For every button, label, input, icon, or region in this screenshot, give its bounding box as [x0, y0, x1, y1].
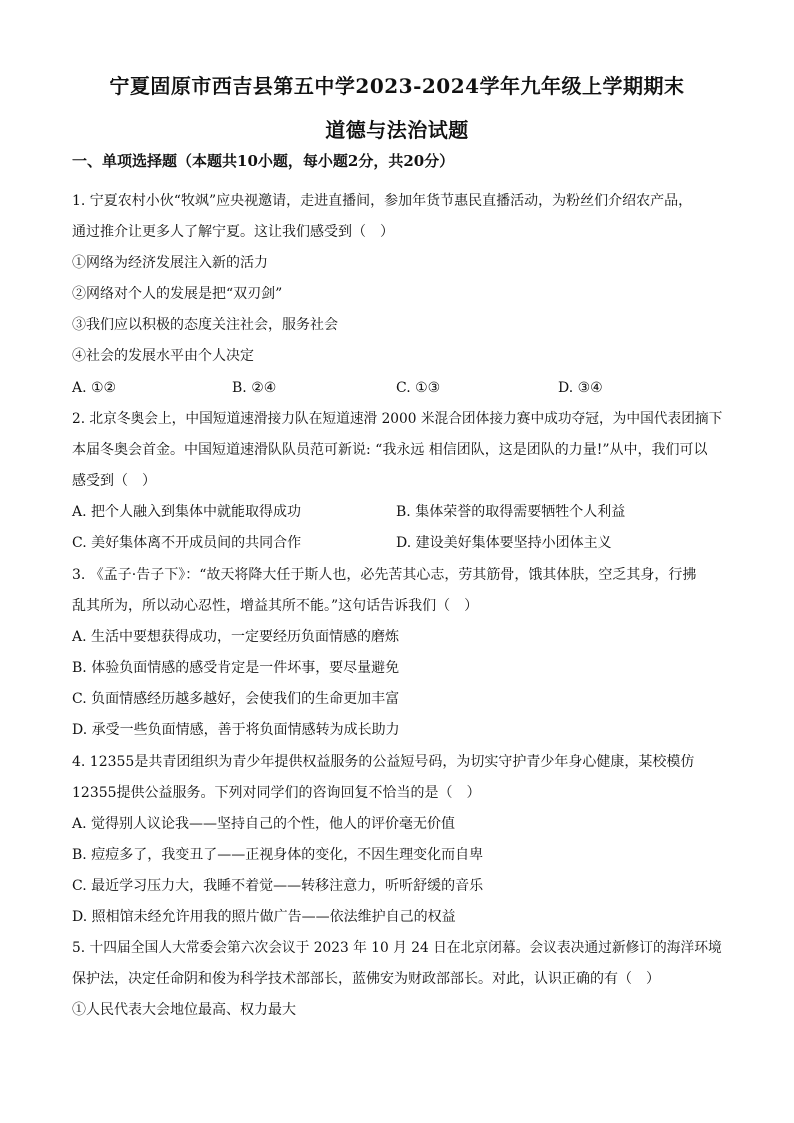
question-5-stem-line2: 保护法，决定任命阴和俊为科学技术部部长，蓝佛安为财政部部长。对此，认识正确的有（ ）	[72, 971, 660, 987]
question-1-stem-line1: 1. 宁夏农村小伙“牧飒”应央视邀请，走进直播间，参加年货节惠民直播活动，为粉丝们介绍农产品，	[72, 193, 693, 209]
question-1-statement-1: ①网络为经济发展注入新的活力	[72, 255, 268, 271]
question-3-option-b: B. 体验负面情感的感受肯定是一件坏事，要尽量避免	[72, 660, 400, 676]
question-3-option-a: A. 生活中要想获得成功，一定要经历负面情感的磨炼	[72, 629, 400, 645]
question-4-option-c: C. 最近学习压力大，我睡不着觉——转移注意力，听听舒缓的音乐	[72, 878, 484, 894]
question-2-stem-line2: 本届冬奥会首金。中国短道速滑队队员范可新说: “我永远 相信团队，这是团队的力量!”从中，我们可以	[72, 442, 708, 458]
question-1-option-a: A. ①②	[72, 380, 117, 396]
question-2-option-d: D. 建设美好集体要坚持小团体主义	[396, 535, 612, 551]
question-2-stem-line1: 2. 北京冬奥会上，中国短道速滑接力队在短道速滑 2000 米混合团体接力赛中成功夺冠，为中国代表团摘下	[72, 411, 723, 427]
question-1-stem-line2: 通过推介让更多人了解宁夏。这让我们感受到（ ）	[72, 224, 394, 240]
exam-title-line1: 宁夏固原市西吉县第五中学2023-2024学年九年级上学期期末	[109, 74, 685, 98]
question-1-statement-4: ④社会的发展水平由个人决定	[72, 348, 254, 364]
question-2-option-b: B. 集体荣誉的取得需要牺牲个人利益	[396, 504, 626, 520]
question-4-option-a: A. 觉得别人议论我——坚持自己的个性，他人的评价毫无价值	[72, 816, 456, 832]
question-1-statement-2: ②网络对个人的发展是把“双刃剑”	[72, 286, 283, 302]
question-5-stem-line1: 5. 十四届全国人大常委会第六次会议于 2023 年 10 月 24 日在北京闭幕。会议表决通过新修订的海洋环境	[72, 940, 722, 956]
question-3-option-c: C. 负面情感经历越多越好，会使我们的生命更加丰富	[72, 691, 400, 707]
question-2-option-c: C. 美好集体离不开成员间的共同合作	[72, 535, 302, 551]
question-1-option-c: C. ①③	[396, 380, 441, 396]
question-4-stem-line1: 4. 12355是共青团组织为青少年提供权益服务的公益短号码，为切实守护青少年身心健康，某校模仿	[72, 754, 695, 770]
section-heading: 一、单项选择题（本题共10小题，每小题2分，共20分）	[72, 152, 455, 170]
question-1-option-d: D. ③④	[558, 380, 603, 396]
question-2-stem-line3: 感受到（ ）	[72, 473, 156, 489]
question-3-stem-line2: 乱其所为，所以动心忍性，增益其所不能。”这句话告诉我们（ ）	[72, 598, 479, 614]
question-4-stem-line2: 12355提供公益服务。下列对同学们的咨询回复不恰当的是（ ）	[72, 785, 481, 801]
exam-title-line2: 道德与法治试题	[325, 118, 469, 142]
question-3-stem-line1: 3. 《孟子·告子下》：“故天将降大任于斯人也，必先苦其心志，劳其筋骨，饿其体肤，空乏其身，行拂	[72, 567, 697, 583]
question-2-option-a: A. 把个人融入到集体中就能取得成功	[72, 504, 302, 520]
question-4-option-d: D. 照相馆未经允许用我的照片做广告——依法维护自己的权益	[72, 909, 456, 925]
question-3-option-d: D. 承受一些负面情感，善于将负面情感转为成长助力	[72, 722, 400, 738]
question-4-option-b: B. 痘痘多了，我变丑了——正视身体的变化，不因生理变化而自卑	[72, 847, 484, 863]
question-5-statement-1: ①人民代表大会地位最高、权力最大	[72, 1002, 296, 1018]
question-1-option-b: B. ②④	[232, 380, 277, 396]
question-1-statement-3: ③我们应以积极的态度关注社会，服务社会	[72, 317, 338, 333]
